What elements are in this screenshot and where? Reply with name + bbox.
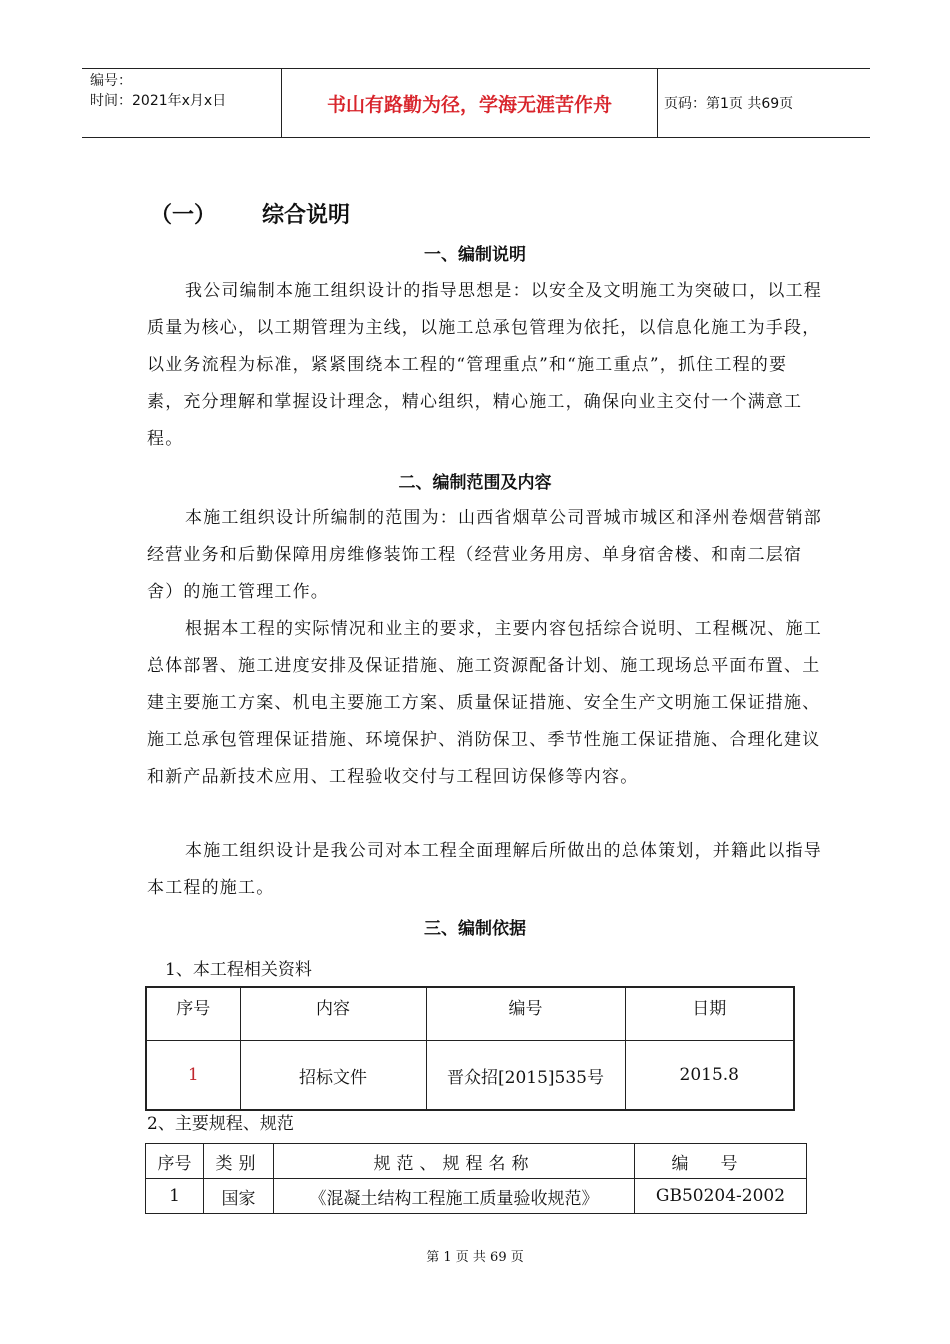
table-cell: GB50204-2002 xyxy=(635,1179,807,1214)
section-title-3: 三、编制依据 xyxy=(424,919,526,939)
chapter-number: （一） xyxy=(150,203,217,228)
col-header: 日期 xyxy=(625,987,794,1041)
table-row xyxy=(146,1041,794,1111)
col-header: 编号 xyxy=(426,987,625,1041)
table-cell: 2015.8 xyxy=(625,1041,794,1111)
col-header: 类别 xyxy=(204,1144,274,1179)
sub1-label: 1、本工程相关资料 xyxy=(165,960,312,980)
col-header: 规范、规程名称 xyxy=(274,1144,635,1179)
table-cell: 招标文件 xyxy=(240,1041,426,1111)
section2-paragraph-2: 根据本工程的实际情况和业主的要求，主要内容包括综合说明、工程概况、施工总体部署、施工进度安排及保证措施、施工资源配备计划、施工现场总平面布置、土建主要施工方案、机电主要施工方案、质量保证措施、安全生产文明施工保证措施、施工总承包管理保证措施、环境保护、消防保卫、季节性施工保证措施、合理化建议和新产品新技术应用、工程验收交付与工程回访保修等内容。 xyxy=(147,619,822,787)
table-cell: 晋众招[2015]535号 xyxy=(426,1041,625,1111)
header-date: 时间：2021年x月x日 xyxy=(90,93,227,109)
section-title-1: 一、编制说明 xyxy=(424,245,526,265)
header-meta xyxy=(82,69,282,137)
page-header xyxy=(82,68,870,138)
chapter-heading xyxy=(150,198,350,229)
related-documents-table xyxy=(145,986,795,1111)
section1-paragraph: 我公司编制本施工组织设计的指导思想是：以安全及文明施工为突破口，以工程质量为核心，以工期管理为主线，以施工总承包管理为依托，以信息化施工为手段，以业务流程为标准，紧紧围绕本工程的“管理重点”和“施工重点”，抓住工程的要素，充分理解和掌握设计理念，精心组织，精心施工，确保向业主交付一个满意工程。 xyxy=(147,281,822,449)
page-footer: 第 1 页 共 69 页 xyxy=(426,1250,524,1265)
section2-paragraph-1: 本施工组织设计所编制的范围为：山西省烟草公司晋城市城区和泽州卷烟营销部经营业务和后勤保障用房维修装饰工程（经营业务用房、单身宿舍楼、和南二层宿舍）的施工管理工作。 xyxy=(147,508,822,602)
table-header-row xyxy=(146,987,794,1041)
col-header: 内容 xyxy=(240,987,426,1041)
col-header: 序号 xyxy=(146,987,240,1041)
header-number: 编号： xyxy=(90,73,132,89)
chapter-title: 综合说明 xyxy=(262,203,351,228)
section2-paragraph-3: 本施工组织设计是我公司对本工程全面理解后所做出的总体策划，并籍此以指导本工程的施工。 xyxy=(147,841,822,898)
table-cell: 《混凝土结构工程施工质量验收规范》 xyxy=(274,1179,635,1214)
col-header: 序号 xyxy=(146,1144,204,1179)
sub2-label: 2、主要规程、规范 xyxy=(147,1114,294,1134)
standards-table xyxy=(145,1143,807,1214)
table-cell: 1 xyxy=(146,1179,204,1214)
header-page-info: 页码：第1页 共69页 xyxy=(664,96,794,112)
table-cell: 国家 xyxy=(204,1179,274,1214)
table-row xyxy=(146,1179,807,1214)
section-title-2: 二、编制范围及内容 xyxy=(398,473,552,493)
table-header-row xyxy=(146,1144,807,1179)
header-motto: 书山有路勤为径，学海无涯苦作舟 xyxy=(282,69,658,137)
table-cell: 1 xyxy=(146,1041,240,1111)
col-header: 编号 xyxy=(635,1144,807,1179)
